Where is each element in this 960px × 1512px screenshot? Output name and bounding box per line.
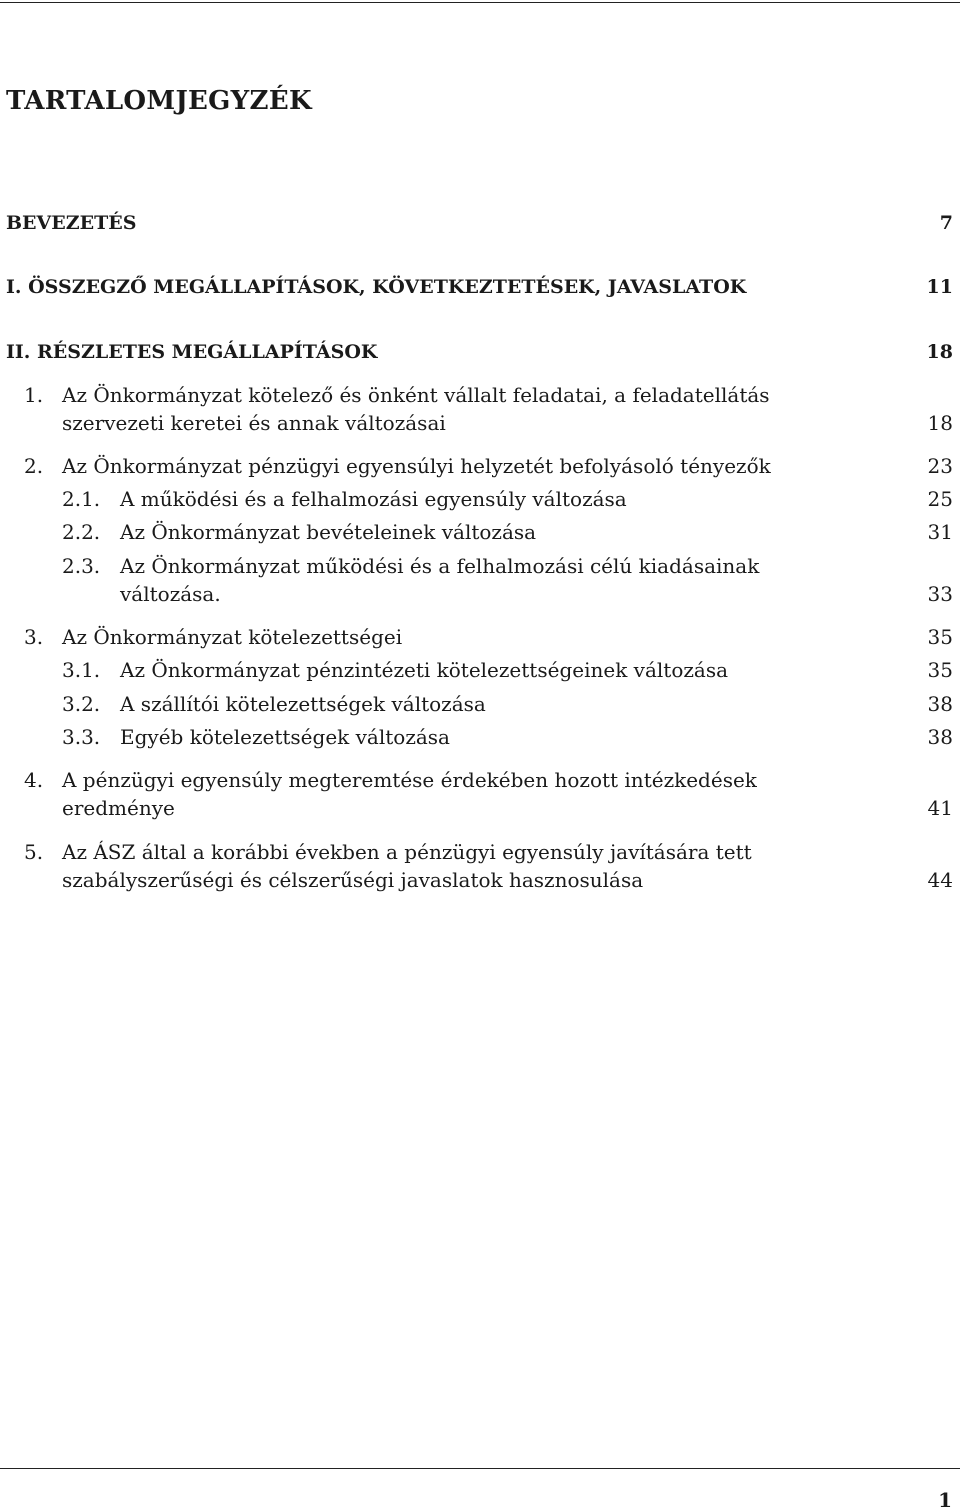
toc-entry-number: 5.: [24, 840, 44, 864]
toc-entry-number: 1.: [24, 383, 44, 407]
toc-entry-number: 2.: [24, 454, 44, 478]
toc-entry-page: 33: [927, 582, 953, 606]
toc-entry-text: A működési és a felhalmozási egyensúly változása: [120, 487, 627, 511]
toc-entry-text-line1: Az Önkormányzat működési és a felhalmozási célú kiadásainak: [120, 554, 760, 578]
toc-entry-number: 2.1.: [62, 487, 101, 511]
toc-entry-text-line2: szervezeti keretei és annak változásai: [62, 411, 446, 435]
toc-entry-text: Egyéb kötelezettségek változása: [120, 725, 450, 749]
toc-entry-page: 35: [927, 625, 953, 649]
toc-entry-number: 2.3.: [62, 554, 101, 578]
toc-entry-text-line1: A pénzügyi egyensúly megteremtése érdekében hozott intézkedések: [62, 768, 757, 792]
toc-entry-number: 2.2.: [62, 520, 101, 544]
toc-entry-text: I. ÖSSZEGZŐ MEGÁLLAPÍTÁSOK, KÖVETKEZTETÉSEK, JAVASLATOK: [6, 276, 747, 298]
toc-entry-number: 4.: [24, 768, 44, 792]
toc-entry-text: Az Önkormányzat pénzintézeti kötelezettségeinek változása: [120, 658, 729, 682]
toc-entry-page: 38: [927, 725, 953, 749]
toc-entry-page: 38: [927, 692, 953, 716]
toc-entry-page: 23: [927, 454, 953, 478]
toc-entry-number: 3.3.: [62, 725, 101, 749]
toc-entry-text: Az Önkormányzat kötelezettségei: [62, 625, 403, 649]
toc-entry-text: II. RÉSZLETES MEGÁLLAPÍTÁSOK: [6, 341, 378, 363]
toc-entry-text-line1: Az Önkormányzat kötelező és önként vállalt feladatai, a feladatellátás: [62, 383, 770, 407]
toc-entry-number: 3.2.: [62, 692, 101, 716]
toc-entry-text: A szállítói kötelezettségek változása: [120, 692, 486, 716]
toc-entry-page: 18: [926, 341, 953, 363]
toc-entry-page: 41: [927, 796, 953, 820]
toc-entry-page: 44: [927, 868, 953, 892]
toc-entry-page: 31: [927, 520, 953, 544]
toc-entry-text-line2: eredménye: [62, 796, 175, 820]
page-number: 1: [938, 1488, 952, 1512]
toc-entry-number: 3.1.: [62, 658, 101, 682]
toc-entry-text: Az Önkormányzat bevételeinek változása: [120, 520, 537, 544]
footer-rule: [0, 1468, 960, 1469]
top-rule: [0, 2, 960, 3]
toc-entry-page: 11: [926, 276, 953, 298]
toc-entry-page: 25: [927, 487, 953, 511]
toc-entry-text-line1: Az ÁSZ által a korábbi években a pénzügyi egyensúly javítására tett: [62, 840, 752, 864]
toc-entry-number: 3.: [24, 625, 44, 649]
toc-entry-text: Az Önkormányzat pénzügyi egyensúlyi helyzetét befolyásoló tényezők: [62, 454, 771, 478]
toc-entry-text: BEVEZETÉS: [6, 212, 137, 234]
toc-entry-text-line2: változása.: [120, 582, 221, 606]
document-title: TARTALOMJEGYZÉK: [6, 86, 312, 116]
toc-entry-page: 7: [939, 212, 953, 234]
toc-entry-page: 35: [927, 658, 953, 682]
toc-entry-text-line2: szabályszerűségi és célszerűségi javaslatok hasznosulása: [62, 868, 644, 892]
toc-entry-page: 18: [927, 411, 953, 435]
